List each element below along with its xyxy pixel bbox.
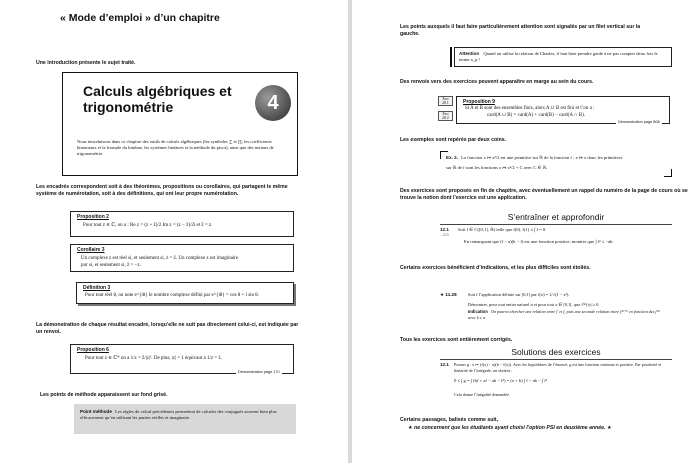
attention-text-block bbox=[459, 51, 669, 63]
chapter-title: Calculs algébriques et trigonométrie bbox=[83, 83, 232, 116]
exercise-12-1-ref[interactable]: →273 bbox=[440, 233, 449, 237]
solution-12-1-number: 12.1 bbox=[440, 362, 449, 367]
solutions-banner: Solutions des exercices bbox=[511, 347, 601, 357]
examples-note: Les exemples sont repérés par deux coins. bbox=[400, 137, 507, 143]
exercise-11-28-number: ★ 11.28 bbox=[440, 292, 457, 297]
proposition-9-line1: Si A et B sont des ensembles finis, alors A ∪ B est fini et l’on a : bbox=[465, 106, 595, 111]
corollary-3-line1: Un complexe z est réel si, et seulement si, z = z̄. Un complexe z est imaginaire bbox=[81, 256, 239, 261]
solution-12-1 bbox=[440, 362, 672, 402]
solution-12-1-line3: Cela donne l’inégalité demandée. bbox=[454, 392, 511, 397]
margin-exo-tab-1[interactable]: Exo 28.1 bbox=[438, 96, 453, 106]
example-line1: La fonction x ↦ x²/2 est une primitive sur ℝ de la fonction f : x ↦ x donc les primitives bbox=[461, 155, 623, 160]
intro-note: Une introduction présente le sujet traité. bbox=[36, 60, 136, 66]
exercise-ref-note: Des renvois vers des exercices peuvent apparaître en marge au sein du cours. bbox=[400, 79, 594, 85]
proposition-9-label: Proposition 9 bbox=[463, 99, 495, 105]
attention-note: Les points auxquels il faut faire particulièrement attention sont signalés par un filet vertical sur la gauche. bbox=[400, 24, 641, 38]
end-exercises-note: Des exercices sont proposés en fin de chapitre, avec éventuellement un rappel du numéro de la page de cours où se trouve la notion dont l’exercice est une application. bbox=[400, 188, 688, 202]
right-page bbox=[352, 0, 700, 463]
attention-rule bbox=[450, 47, 452, 67]
exercise-11-28-line1: Soit f l’application définie sur [0,1] par f(x) = 1/√(1 − x²). bbox=[468, 292, 570, 297]
corrected-note: Tous les exercices sont entièrement corrigés. bbox=[400, 337, 513, 343]
proposition-2-label: Proposition 2 bbox=[77, 214, 109, 220]
method-label: Point méthode bbox=[80, 409, 112, 414]
exercise-12-1-line1: Soit f ∈ C([0,1], ℝ) telle que f(0), f(1) ≤ ∫ f = 0. bbox=[458, 227, 547, 232]
chapter-intro: Nous introduisons dans ce chapitre des outils de calculs algébriques (les symboles ∑ et ∏, les coefficients binomiaux et la formule du binôme, les systèmes linéaires et la méthode du pivot), ainsi que des notions de trigonométrie. bbox=[77, 139, 274, 157]
train-banner: S’entraîner et approfondir bbox=[507, 212, 605, 222]
frames-note: Les encadrés correspondent soit à des théorèmes, propositions ou corollaires, qui partagent le même système de numérotation, soit à des définitions, qui ont leur propre numérotation. bbox=[36, 184, 288, 198]
exercise-12-1-number: 12.1 bbox=[440, 227, 449, 232]
solutions-banner-rule bbox=[440, 359, 672, 360]
chapter-title-box bbox=[62, 72, 298, 176]
method-note: Les points de méthode apparaissent sur fond grisé. bbox=[40, 392, 168, 398]
attention-label: Attention bbox=[459, 51, 480, 56]
definition-3-label: Définition 3 bbox=[83, 285, 111, 291]
hints-note: Certains exercices bénéficient d’indications, et les plus difficiles sont étoilés. bbox=[400, 265, 591, 271]
left-page bbox=[0, 0, 348, 463]
chapter-number-badge: 4 bbox=[255, 85, 291, 121]
proposition-6-ref[interactable]: Démonstration page 170 bbox=[238, 370, 280, 374]
method-text-block bbox=[80, 409, 290, 421]
page-heading: « Mode d’emploi » d’un chapitre bbox=[60, 12, 220, 24]
proposition-6-label: Proposition 6 bbox=[77, 347, 109, 353]
proposition-6-text: Pour tout z ∈ ℂ* on a 1/z = z̄/|z|². De plus, |z| = 1 équivaut à 1/z = z̄. bbox=[85, 356, 222, 361]
exercise-11-28-line2: Démontrer, pour tout entier naturel n et pour tout x ∈ [0,1[, que f⁽ⁿ⁾(x) ≥ 0. bbox=[468, 302, 600, 307]
proposition-9-ref[interactable]: Démonstration page 808 bbox=[618, 120, 660, 124]
method-box bbox=[74, 404, 296, 434]
attention-box bbox=[454, 47, 672, 67]
proposition-9-line2: card(A ∪ B) = card(A) + card(B) − card(A ∩ B). bbox=[487, 113, 586, 118]
solution-12-1-line2: 0 ≤ ∫ g = ∫ (bf + af − ab − f²) = (a + b) ∫ f − ab − ∫ f² bbox=[454, 378, 548, 383]
example-line2: sur ℝ de f sont les fonctions x ↦ x²/2 + C avec C ∈ ℝ. bbox=[446, 165, 548, 170]
example-line1-block bbox=[446, 155, 668, 161]
exercise-11-28-hint-block bbox=[468, 309, 668, 320]
attention-text: Quand on utilise la relation de Chasles, il faut bien prendre garde à ne pas compter deux fois le terme a_p ! bbox=[459, 51, 658, 63]
solution-12-1-line1: Posons g : x ↦ (f(x) − a)(b − f(x)). Avec les hypothèses de l’énoncé, g est une fonction continue et positive. Par positivité et linéarité de l’intégrale, on obtient : bbox=[454, 362, 662, 373]
proposition-2-box bbox=[70, 211, 294, 237]
proposition-2-text: Pour tout z ∈ ℂ, on a : Re z = (z + z̄)/2 Im z = (z − z̄)/2i et z̄ = z. bbox=[83, 223, 213, 228]
corollary-3-label: Corollaire 3 bbox=[77, 247, 105, 253]
psi-note: ★ ne concernent que les étudiants ayant choisi l’option PSI en deuxième année. ★ bbox=[408, 425, 612, 431]
proof-note: La démonstration de chaque résultat encadré, lorsqu’elle ne suit pas directement celui-ci, est indiquée par un renvoi. bbox=[36, 322, 299, 336]
hint-label: Indication bbox=[468, 309, 488, 314]
definition-3-box bbox=[76, 282, 294, 304]
margin-exo-tab-2[interactable]: Exo 28.2 bbox=[438, 111, 453, 121]
exercise-12-1-line2: En remarquant que (f − a)(b − f) est une fonction positive, montrer que ∫ f² ≤ −ab. bbox=[464, 239, 614, 244]
exercise-12-1 bbox=[440, 227, 672, 253]
corollary-3-box bbox=[70, 244, 294, 272]
method-text: Les règles de calcul précédentes permettent de calculer des conjugués souvent bien plus efficacement qu’en utilisant les parties réelles et imaginaire. bbox=[80, 409, 277, 421]
definition-3-text: Pour tout réel θ, on note e^{iθ} le nombre complexe défini par e^{iθ} = cos θ + i sin θ. bbox=[85, 293, 259, 298]
train-banner-rule bbox=[440, 224, 672, 225]
passages-note: Certains passages, balisés comme suit, bbox=[400, 417, 499, 423]
exercise-11-28 bbox=[440, 292, 672, 326]
example-label: Ex. 2. bbox=[446, 155, 459, 160]
hint-text: On pourra chercher une relation entre f′ et f, puis une seconde relation entre f⁽ⁿ⁺¹⁾ en fonction des f⁽ᵏ⁾ avec k ≤ n. bbox=[468, 309, 660, 320]
example-box bbox=[440, 151, 672, 177]
corollary-3-line2: pur si, et seulement si, z̄ = −z. bbox=[81, 263, 141, 268]
